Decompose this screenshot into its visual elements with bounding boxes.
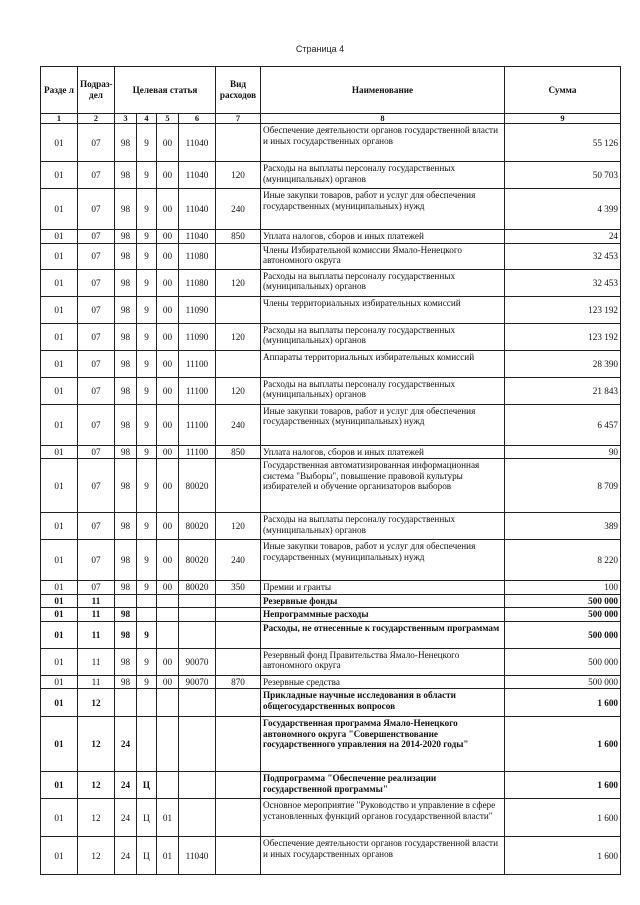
- cell-celevaya-3: 00: [157, 124, 179, 162]
- cell-razdel: 01: [41, 459, 78, 513]
- header-naimenovanie: Наименование: [261, 67, 505, 114]
- cell-vid-rashodov: [216, 717, 261, 772]
- cell-vid-rashodov: [216, 799, 261, 837]
- cell-celevaya-1: [115, 594, 137, 608]
- cell-naimenovanie: Иные закупки товаров, работ и услуг для обеспечения государственных (муниципальных) нужд: [261, 189, 505, 230]
- table-row: [41, 377, 621, 404]
- cell-celevaya-4: 80020: [179, 459, 216, 513]
- cell-summa: 28 390: [505, 350, 621, 377]
- cell-naimenovanie: Государственная автоматизированная информационная система "Выборы", повышение правовой культуры избирателей и обучение организаторов выборов: [261, 459, 505, 513]
- cell-podrazdel: 07: [78, 243, 115, 269]
- cell-razdel: 01: [41, 675, 78, 689]
- cell-summa: 55 126: [505, 124, 621, 162]
- cell-celevaya-2: 9: [137, 459, 157, 513]
- cell-summa: 1 600: [505, 837, 621, 875]
- cell-celevaya-4: 11100: [179, 445, 216, 459]
- cell-summa: 123 192: [505, 296, 621, 323]
- cell-celevaya-3: [157, 717, 179, 772]
- cell-vid-rashodov: [216, 689, 261, 717]
- cell-celevaya-3: 00: [157, 459, 179, 513]
- cell-celevaya-1: 98: [115, 323, 137, 350]
- cell-vid-rashodov: 350: [216, 581, 261, 595]
- header-row: [41, 67, 621, 114]
- cell-celevaya-4: [179, 689, 216, 717]
- cell-summa: 50 703: [505, 162, 621, 189]
- cell-celevaya-2: 9: [137, 581, 157, 595]
- cell-podrazdel: 07: [78, 377, 115, 404]
- cell-celevaya-1: 98: [115, 124, 137, 162]
- cell-razdel: 01: [41, 799, 78, 837]
- cell-podrazdel: 07: [78, 404, 115, 445]
- table-row: [41, 772, 621, 799]
- cell-podrazdel: 07: [78, 162, 115, 189]
- cell-celevaya-2: 9: [137, 540, 157, 581]
- cell-summa: 90: [505, 445, 621, 459]
- cell-summa: 500 000: [505, 648, 621, 675]
- cell-razdel: 01: [41, 269, 78, 296]
- cell-vid-rashodov: [216, 124, 261, 162]
- cell-celevaya-4: 90070: [179, 675, 216, 689]
- cell-vid-rashodov: [216, 772, 261, 799]
- column-number: 9: [505, 114, 621, 124]
- cell-summa: 1 600: [505, 717, 621, 772]
- table-body: [41, 124, 621, 875]
- cell-celevaya-4: 11040: [179, 230, 216, 244]
- cell-podrazdel: 07: [78, 323, 115, 350]
- cell-naimenovanie: Расходы на выплаты персоналу государственных (муниципальных) органов: [261, 269, 505, 296]
- table-row: [41, 799, 621, 837]
- cell-naimenovanie: Расходы на выплаты персоналу государственных (муниципальных) органов: [261, 377, 505, 404]
- cell-vid-rashodov: 850: [216, 445, 261, 459]
- table-row: [41, 269, 621, 296]
- cell-celevaya-2: [137, 717, 157, 772]
- header-razdel: Разде л: [41, 67, 78, 114]
- column-number: 5: [157, 114, 179, 124]
- table-row: [41, 296, 621, 323]
- cell-razdel: 01: [41, 581, 78, 595]
- cell-podrazdel: 07: [78, 189, 115, 230]
- cell-summa: 6 457: [505, 404, 621, 445]
- cell-vid-rashodov: [216, 243, 261, 269]
- cell-celevaya-1: 98: [115, 621, 137, 648]
- cell-celevaya-2: 9: [137, 243, 157, 269]
- page-label: Страница 4: [295, 44, 345, 54]
- cell-celevaya-3: 00: [157, 323, 179, 350]
- table-row: [41, 243, 621, 269]
- cell-naimenovanie: Резервный фонд Правительства Ямало-Ненецкого автономного округа: [261, 648, 505, 675]
- cell-celevaya-1: 98: [115, 243, 137, 269]
- cell-celevaya-2: 9: [137, 189, 157, 230]
- column-number: 6: [179, 114, 216, 124]
- cell-podrazdel: 11: [78, 594, 115, 608]
- cell-celevaya-3: 00: [157, 648, 179, 675]
- cell-celevaya-4: 11040: [179, 162, 216, 189]
- cell-razdel: 01: [41, 608, 78, 622]
- cell-razdel: 01: [41, 621, 78, 648]
- cell-celevaya-1: 98: [115, 540, 137, 581]
- cell-celevaya-4: 11090: [179, 323, 216, 350]
- header-vid-rashodov: Вид расходов: [216, 67, 261, 114]
- header-celevaya-statya: Целевая статья: [115, 67, 216, 114]
- cell-celevaya-2: 9: [137, 377, 157, 404]
- cell-celevaya-2: Ц: [137, 837, 157, 875]
- cell-vid-rashodov: 120: [216, 513, 261, 540]
- cell-podrazdel: 12: [78, 689, 115, 717]
- cell-celevaya-4: 11040: [179, 189, 216, 230]
- cell-celevaya-4: [179, 799, 216, 837]
- cell-celevaya-2: Ц: [137, 799, 157, 837]
- cell-celevaya-3: 00: [157, 445, 179, 459]
- cell-celevaya-4: 11090: [179, 296, 216, 323]
- table-row: [41, 189, 621, 230]
- cell-celevaya-3: 00: [157, 540, 179, 581]
- cell-celevaya-4: 80020: [179, 540, 216, 581]
- budget-table: [40, 66, 621, 875]
- cell-vid-rashodov: 240: [216, 404, 261, 445]
- cell-naimenovanie: Государственная программа Ямало-Ненецкого автономного округа "Совершенствование государственного управления на 2014-2020 годы": [261, 717, 505, 772]
- cell-vid-rashodov: [216, 608, 261, 622]
- cell-celevaya-3: 00: [157, 269, 179, 296]
- cell-celevaya-2: 9: [137, 323, 157, 350]
- column-number: 1: [41, 114, 78, 124]
- column-number: 2: [78, 114, 115, 124]
- cell-celevaya-1: 98: [115, 513, 137, 540]
- cell-naimenovanie: Члены территориальных избирательных комиссий: [261, 296, 505, 323]
- cell-vid-rashodov: 850: [216, 230, 261, 244]
- cell-razdel: 01: [41, 445, 78, 459]
- cell-podrazdel: 11: [78, 608, 115, 622]
- cell-celevaya-3: 01: [157, 837, 179, 875]
- cell-summa: 21 843: [505, 377, 621, 404]
- cell-vid-rashodov: 120: [216, 269, 261, 296]
- cell-celevaya-1: 24: [115, 799, 137, 837]
- cell-celevaya-2: 9: [137, 162, 157, 189]
- cell-summa: 100: [505, 581, 621, 595]
- cell-celevaya-1: 98: [115, 296, 137, 323]
- cell-razdel: 01: [41, 648, 78, 675]
- cell-summa: 32 453: [505, 243, 621, 269]
- cell-razdel: 01: [41, 837, 78, 875]
- cell-naimenovanie: Иные закупки товаров, работ и услуг для обеспечения государственных (муниципальных) нужд: [261, 540, 505, 581]
- cell-celevaya-4: [179, 717, 216, 772]
- cell-podrazdel: 07: [78, 230, 115, 244]
- cell-podrazdel: 12: [78, 772, 115, 799]
- cell-celevaya-1: 98: [115, 675, 137, 689]
- cell-celevaya-2: 9: [137, 269, 157, 296]
- cell-razdel: 01: [41, 717, 78, 772]
- table-row: [41, 162, 621, 189]
- cell-celevaya-2: 9: [137, 445, 157, 459]
- table-row: [41, 459, 621, 513]
- cell-celevaya-3: 00: [157, 296, 179, 323]
- header-podrazdel: Подраз- дел: [78, 67, 115, 114]
- header-summa: Сумма: [505, 67, 621, 114]
- cell-naimenovanie: Премии и гранты: [261, 581, 505, 595]
- cell-celevaya-2: Ц: [137, 772, 157, 799]
- cell-celevaya-4: 80020: [179, 581, 216, 595]
- cell-celevaya-4: 11080: [179, 269, 216, 296]
- cell-celevaya-3: 00: [157, 675, 179, 689]
- cell-celevaya-1: 98: [115, 459, 137, 513]
- cell-vid-rashodov: [216, 296, 261, 323]
- table-row: [41, 323, 621, 350]
- cell-naimenovanie: Уплата налогов, сборов и иных платежей: [261, 230, 505, 244]
- cell-naimenovanie: Основное мероприятие "Руководство и управление в сфере установленных функций органов государственной власти": [261, 799, 505, 837]
- table-row: [41, 717, 621, 772]
- cell-razdel: 01: [41, 540, 78, 581]
- cell-podrazdel: 11: [78, 648, 115, 675]
- cell-vid-rashodov: 870: [216, 675, 261, 689]
- cell-celevaya-1: 98: [115, 350, 137, 377]
- cell-celevaya-4: [179, 621, 216, 648]
- cell-naimenovanie: Резервные средства: [261, 675, 505, 689]
- cell-celevaya-4: [179, 608, 216, 622]
- cell-celevaya-2: 9: [137, 296, 157, 323]
- cell-summa: 500 000: [505, 608, 621, 622]
- cell-celevaya-1: 98: [115, 269, 137, 296]
- cell-celevaya-3: 00: [157, 581, 179, 595]
- cell-podrazdel: 07: [78, 513, 115, 540]
- cell-celevaya-4: 11080: [179, 243, 216, 269]
- cell-summa: 500 000: [505, 675, 621, 689]
- cell-celevaya-3: 00: [157, 162, 179, 189]
- cell-celevaya-3: [157, 594, 179, 608]
- cell-celevaya-4: 11100: [179, 350, 216, 377]
- cell-podrazdel: 11: [78, 621, 115, 648]
- cell-summa: 4 399: [505, 189, 621, 230]
- cell-celevaya-2: 9: [137, 404, 157, 445]
- cell-summa: 389: [505, 513, 621, 540]
- cell-podrazdel: 11: [78, 675, 115, 689]
- cell-celevaya-4: [179, 594, 216, 608]
- table-row: [41, 837, 621, 875]
- cell-celevaya-4: 11040: [179, 837, 216, 875]
- cell-naimenovanie: Аппараты территориальных избирательных комиссий: [261, 350, 505, 377]
- cell-celevaya-3: 00: [157, 350, 179, 377]
- table-row: [41, 513, 621, 540]
- cell-celevaya-3: 00: [157, 189, 179, 230]
- cell-celevaya-3: 00: [157, 513, 179, 540]
- cell-vid-rashodov: 120: [216, 377, 261, 404]
- cell-summa: 1 600: [505, 799, 621, 837]
- cell-razdel: 01: [41, 296, 78, 323]
- cell-celevaya-2: 9: [137, 621, 157, 648]
- cell-celevaya-4: 11100: [179, 404, 216, 445]
- cell-razdel: 01: [41, 323, 78, 350]
- table-row: [41, 230, 621, 244]
- cell-celevaya-3: 00: [157, 243, 179, 269]
- column-number: 7: [216, 114, 261, 124]
- table-row: [41, 594, 621, 608]
- cell-summa: 1 600: [505, 689, 621, 717]
- cell-celevaya-3: 01: [157, 799, 179, 837]
- cell-vid-rashodov: [216, 594, 261, 608]
- cell-naimenovanie: Иные закупки товаров, работ и услуг для обеспечения государственных (муниципальных) нужд: [261, 404, 505, 445]
- cell-summa: 1 600: [505, 772, 621, 799]
- cell-razdel: 01: [41, 377, 78, 404]
- cell-celevaya-1: 24: [115, 772, 137, 799]
- cell-celevaya-1: 98: [115, 608, 137, 622]
- cell-celevaya-3: [157, 608, 179, 622]
- cell-summa: 32 453: [505, 269, 621, 296]
- cell-vid-rashodov: [216, 621, 261, 648]
- cell-razdel: 01: [41, 350, 78, 377]
- cell-podrazdel: 12: [78, 717, 115, 772]
- cell-vid-rashodov: 240: [216, 540, 261, 581]
- table-row: [41, 689, 621, 717]
- cell-celevaya-4: [179, 772, 216, 799]
- cell-naimenovanie: Расходы на выплаты персоналу государственных (муниципальных) органов: [261, 513, 505, 540]
- cell-podrazdel: 07: [78, 581, 115, 595]
- cell-celevaya-3: 00: [157, 230, 179, 244]
- cell-celevaya-2: 9: [137, 350, 157, 377]
- table-row: [41, 581, 621, 595]
- cell-podrazdel: 07: [78, 296, 115, 323]
- cell-celevaya-1: 98: [115, 404, 137, 445]
- table-row: [41, 350, 621, 377]
- table-row: [41, 621, 621, 648]
- cell-naimenovanie: Расходы на выплаты персоналу государственных (муниципальных) органов: [261, 162, 505, 189]
- cell-celevaya-1: 98: [115, 648, 137, 675]
- cell-vid-rashodov: [216, 837, 261, 875]
- column-number: 4: [137, 114, 157, 124]
- cell-celevaya-2: 9: [137, 124, 157, 162]
- table-row: [41, 675, 621, 689]
- cell-celevaya-1: 24: [115, 717, 137, 772]
- cell-summa: 8 709: [505, 459, 621, 513]
- cell-celevaya-2: [137, 608, 157, 622]
- cell-razdel: 01: [41, 404, 78, 445]
- cell-naimenovanie: Уплата налогов, сборов и иных платежей: [261, 445, 505, 459]
- cell-vid-rashodov: 240: [216, 189, 261, 230]
- cell-naimenovanie: Обеспечение деятельности органов государственной власти и иных государственных органов: [261, 124, 505, 162]
- table-row: [41, 445, 621, 459]
- cell-razdel: 01: [41, 243, 78, 269]
- cell-razdel: 01: [41, 772, 78, 799]
- cell-celevaya-3: [157, 621, 179, 648]
- cell-celevaya-3: 00: [157, 404, 179, 445]
- table-row: [41, 124, 621, 162]
- cell-celevaya-2: 9: [137, 648, 157, 675]
- cell-podrazdel: 07: [78, 269, 115, 296]
- cell-razdel: 01: [41, 513, 78, 540]
- table-row: [41, 404, 621, 445]
- cell-celevaya-1: 98: [115, 162, 137, 189]
- cell-naimenovanie: Непрограммные расходы: [261, 608, 505, 622]
- cell-vid-rashodov: [216, 350, 261, 377]
- cell-celevaya-2: [137, 689, 157, 717]
- cell-celevaya-1: 98: [115, 189, 137, 230]
- cell-summa: 24: [505, 230, 621, 244]
- cell-razdel: 01: [41, 162, 78, 189]
- cell-celevaya-1: [115, 689, 137, 717]
- cell-naimenovanie: Обеспечение деятельности органов государственной власти и иных государственных органов: [261, 837, 505, 875]
- table-row: [41, 540, 621, 581]
- cell-summa: 8 220: [505, 540, 621, 581]
- cell-celevaya-2: 9: [137, 230, 157, 244]
- cell-celevaya-4: 11100: [179, 377, 216, 404]
- cell-celevaya-3: 00: [157, 377, 179, 404]
- cell-celevaya-1: 98: [115, 445, 137, 459]
- table-row: [41, 648, 621, 675]
- cell-naimenovanie: Расходы на выплаты персоналу государственных (муниципальных) органов: [261, 323, 505, 350]
- table-row: [41, 608, 621, 622]
- column-number: 8: [261, 114, 505, 124]
- cell-naimenovanie: Резервные фонды: [261, 594, 505, 608]
- cell-podrazdel: 12: [78, 837, 115, 875]
- cell-podrazdel: 07: [78, 445, 115, 459]
- cell-podrazdel: 07: [78, 540, 115, 581]
- cell-naimenovanie: Члены Избирательной комиссии Ямало-Ненецкого автономного округа: [261, 243, 505, 269]
- cell-podrazdel: 07: [78, 350, 115, 377]
- cell-razdel: 01: [41, 689, 78, 717]
- cell-podrazdel: 07: [78, 459, 115, 513]
- cell-celevaya-2: 9: [137, 675, 157, 689]
- cell-razdel: 01: [41, 594, 78, 608]
- cell-vid-rashodov: [216, 648, 261, 675]
- cell-podrazdel: 12: [78, 799, 115, 837]
- cell-celevaya-4: 80020: [179, 513, 216, 540]
- cell-vid-rashodov: 120: [216, 162, 261, 189]
- cell-celevaya-3: [157, 772, 179, 799]
- cell-summa: 500 000: [505, 594, 621, 608]
- cell-naimenovanie: Прикладные научные исследования в области общегосударственных вопросов: [261, 689, 505, 717]
- cell-celevaya-2: 9: [137, 513, 157, 540]
- cell-razdel: 01: [41, 230, 78, 244]
- cell-celevaya-1: 24: [115, 837, 137, 875]
- cell-summa: 123 192: [505, 323, 621, 350]
- cell-celevaya-4: 11040: [179, 124, 216, 162]
- cell-podrazdel: 07: [78, 124, 115, 162]
- cell-vid-rashodov: 120: [216, 323, 261, 350]
- cell-naimenovanie: Подпрограмма "Обеспечение реализации государственной программы": [261, 772, 505, 799]
- cell-summa: 500 000: [505, 621, 621, 648]
- cell-celevaya-1: 98: [115, 230, 137, 244]
- cell-vid-rashodov: [216, 459, 261, 513]
- cell-celevaya-4: 90070: [179, 648, 216, 675]
- cell-naimenovanie: Расходы, не отнесенные к государственным программам: [261, 621, 505, 648]
- column-number-row: [41, 114, 621, 124]
- column-number: 3: [115, 114, 137, 124]
- cell-celevaya-3: [157, 689, 179, 717]
- cell-celevaya-2: [137, 594, 157, 608]
- cell-celevaya-1: 98: [115, 377, 137, 404]
- cell-razdel: 01: [41, 189, 78, 230]
- cell-razdel: 01: [41, 124, 78, 162]
- cell-celevaya-1: 98: [115, 581, 137, 595]
